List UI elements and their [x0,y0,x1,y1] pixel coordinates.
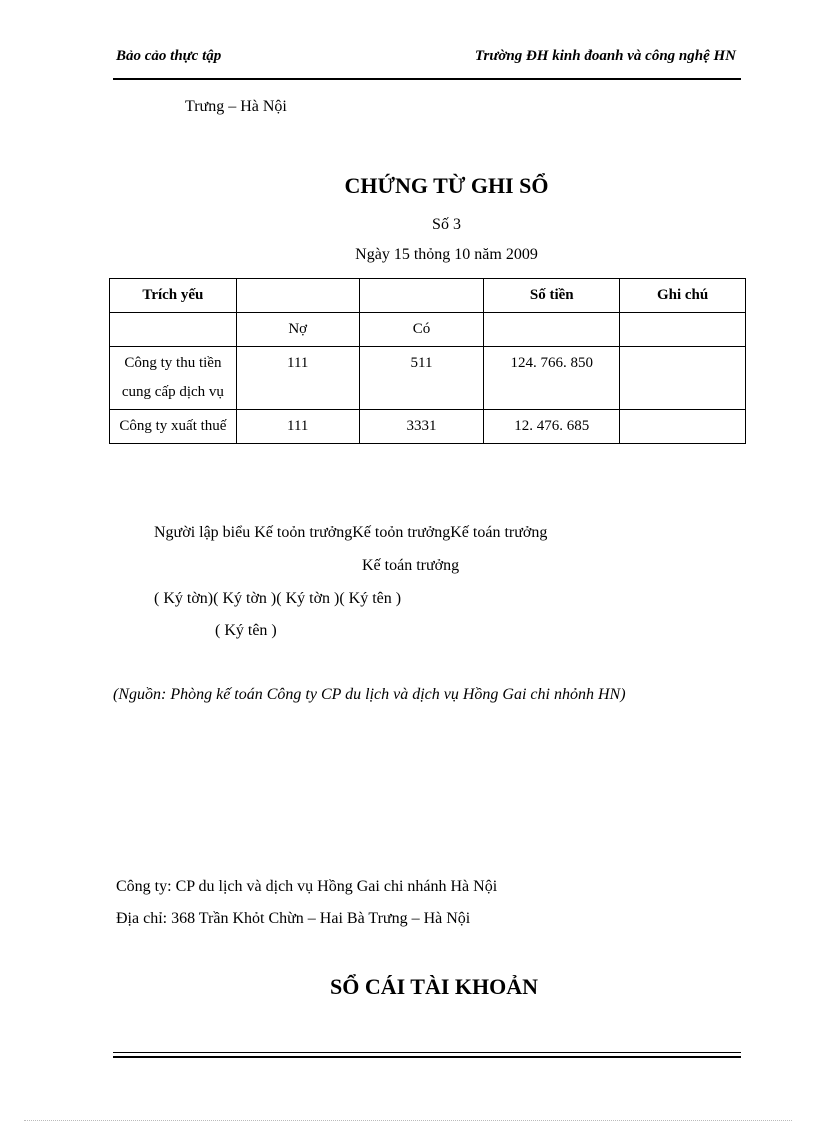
row-debit-account: 111 [236,410,359,444]
address-line: Địa chỉ: 368 Trần Khỏt Chừn – Hai Bà Trưng – Hà Nội [116,910,471,927]
row-credit-account: 511 [359,347,484,410]
row-amount: 124. 766. 850 [484,347,620,410]
subheader-cell-credit: Có [359,313,484,347]
voucher-table [109,278,746,444]
header-cell-amount: Số tiền [484,279,620,313]
subheader-cell-blank-note [620,313,746,347]
header-left-title: Bảo cảo thực tập [116,48,222,64]
header-cell-note: Ghi chú [620,279,746,313]
footer-divider-thick [113,1056,741,1058]
table-row [110,410,746,444]
table-row [110,347,746,410]
signature-roles-line-2: Kế toán trưởng [362,557,460,574]
row-note [620,347,746,410]
table-header-row [110,279,746,313]
signature-sign-line: ( Ký tờn)( Ký tờn )( Ký tờn )( Ký tên ) [154,590,402,607]
source-note: (Nguồn: Phòng kế toán Công ty CP du lịch và dịch vụ Hồng Gai chi nhỏnh HN) [113,686,626,703]
footer-divider [113,1052,741,1053]
header-cell-blank-1 [236,279,359,313]
row-debit-account: 111 [236,347,359,410]
signature-sign-line-2: ( Ký tên ) [215,622,277,639]
voucher-title: CHỨNG TỪ GHI SỔ [344,173,549,198]
row-amount: 12. 476. 685 [484,410,620,444]
table-subheader-row [110,313,746,347]
row-description: Công ty thu tiền cung cấp dịch vụ [110,347,237,410]
signature-roles-line: Người lập biểu Kế toỏn trưởngKế toỏn trưởngKế toán trưởng [154,524,548,541]
subheader-cell-debit: Nợ [236,313,359,347]
continuation-text: Trưng – Hà Nội [185,98,287,115]
subheader-cell-blank [110,313,237,347]
page-edge [24,1120,792,1121]
ledger-title: SỔ CÁI TÀI KHOẢN [330,974,539,999]
row-credit-account: 3331 [359,410,484,444]
header-cell-blank-2 [359,279,484,313]
header-cell-summary: Trích yếu [110,279,237,313]
header-right-title: Trường ĐH kinh đoanh và công nghệ HN [474,48,736,64]
row-description: Công ty xuất thuế [110,410,237,444]
voucher-date: Ngày 15 thỏng 10 năm 2009 [355,246,538,263]
subheader-cell-blank-amount [484,313,620,347]
company-line: Công ty: CP du lịch và dịch vụ Hồng Gai chi nhánh Hà Nội [116,878,498,895]
header-divider [113,78,741,80]
voucher-number: Số 3 [432,216,461,233]
row-note [620,410,746,444]
